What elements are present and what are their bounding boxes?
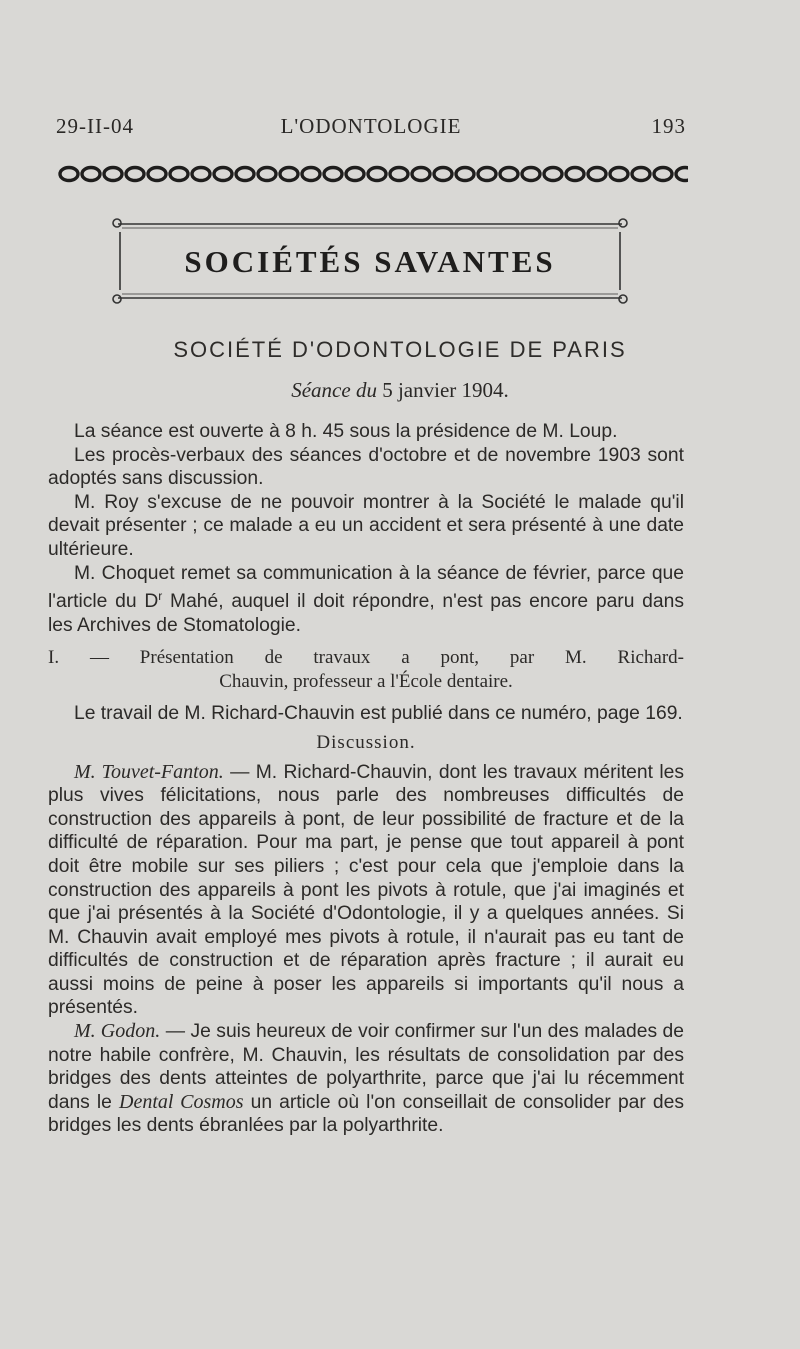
section-title-frame [110,218,630,304]
seance-prefix: Séance du [291,378,377,402]
speech-text-a: — Je suis heureux de voir confirmer sur l'un des malades de notre habile confrère, M. Chauvin, les résultats de consolidation par des bridges des dents atteintes de polyarthrite, parce que j'ai lu récemment dans le [48,1021,685,1113]
header-date: 29-II-04 [56,114,134,138]
section-heading-line-2: Chauvin, professeur a l'École dentaire. [219,671,513,693]
chain-ornament [58,164,688,184]
paragraph-publication: Le travail de M. Richard-Chauvin est publié dans ce numéro, page 169. [74,703,683,725]
speaker-name: M. Touvet-Fanton. [74,760,224,783]
speaker-name: M. Godon. [74,1020,161,1043]
choquet-text-a: M. Choquet remet sa communication à la séance de février, parce que l'article du D [48,562,684,613]
paragraph-minutes: Les procès-verbaux des séances d'octobre et de novembre 1903 sont adoptés sans discussion. [48,444,684,490]
paragraph-choquet [48,562,684,638]
paragraph-roy: M. Roy s'excuse de ne pouvoir montrer à la Société le malade qu'il devait présenter ; ce malade a eu un accident et sera présenté à une date ultérieure. [48,491,684,560]
choquet-text-b: Mahé, auquel il doit répondre, n'est pas encore paru dans les Archives de Stomatologie. [48,591,684,636]
seance-date: 5 janvier 1904. [382,378,509,402]
header-journal-title: L'ODONTOLOGIE [280,114,462,138]
running-header [56,114,686,144]
speech-text: — M. Richard-Chauvin, dont les travaux méritent les plus vives félicitations, nous parle des nombreuses difficultés de construction des appareils à pont, de leur possibilité de fracture et de la difficulté de réparation. Pour ma part, je pense que tout appareil à pont doit être mobile sur ses piliers ; c'est pour cela que j'emploie dans la construction des appareils à pont les pivots à rotule, que j'ai imaginés et que j'ai présentés à la Société d'Odontologie, il y a quelques années. Si M. Chauvin avait employé mes pivots à rotule, il n'aurait pas eu tant de difficultés de construction et de réparation après fracture ; il aurait eu aussi moins de peine à poser les appareils si importants qu'il nous a présentés. [48,761,684,1019]
society-heading: SOCIÉTÉ D'ODONTOLOGIE DE PARIS [173,337,627,362]
section-heading-line-1: I. — Présentation de travaux a pont, par M. Richard- [48,647,684,669]
seance-line [0,378,770,403]
section-heading-presentation [48,646,684,694]
speech-godon [48,1020,684,1138]
discussion-heading: Discussion. [316,731,416,753]
article-body [48,420,684,1138]
doctor-superscript: r [158,589,163,604]
section-title: SOCIÉTÉS SAVANTES [184,244,556,279]
speech-text-b: un article où l'on conseillait de consolider par des bridges les dents ébranlées par la polyarthrite. [48,1091,684,1137]
paragraph-opening: La séance est ouverte à 8 h. 45 sous la présidence de M. Loup. [74,421,618,442]
header-page-number: 193 [651,114,686,138]
journal-reference: Dental Cosmos [119,1090,244,1113]
speech-touvet-fanton [48,761,684,1021]
